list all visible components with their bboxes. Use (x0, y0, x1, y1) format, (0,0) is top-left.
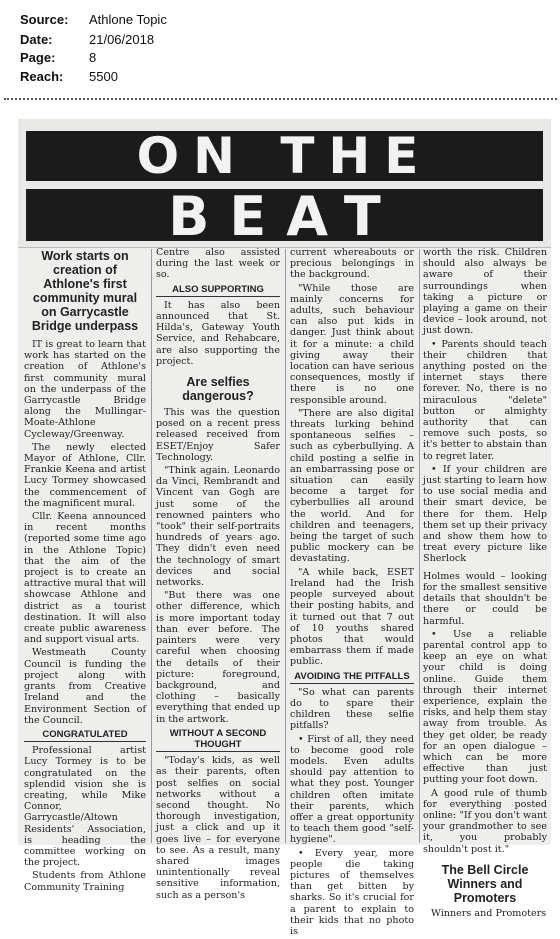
mural-paragraph-1: IT is great to learn that work has started on the creation of Athlone's first community mural on the underpass of the Garrycastle Bridge along the Mullingar-Moate-Athlone Cycleway/Greenway. (24, 339, 146, 440)
mural-paragraph-5: Professional artist Lucy Tormey is to be congratulated on the splendid vision she is creating, while Mike Connor, Garrycastle/Altown Residents' Association, is heading the committee working on the project. (24, 745, 146, 869)
column-rule-2 (285, 249, 286, 843)
selfies-paragraph-14: • If your children are just starting to learn how to use social media and their smart device, be there for them. Help them set up their privacy and show them how to treat every picture like Sherlock (423, 463, 547, 565)
selfies-paragraph-7: "There are also digital threats lurking behind spontaneous selfies – such as cyberbullying. A child posting a selfie in an embarrassing pose or situation can easily become a target for cyberbullies all around the world. And for children and teenagers, being the target of such public mockery can be devastating. (290, 407, 414, 565)
banner-bottom-bar (26, 185, 543, 248)
reach-label: Reach: (20, 69, 64, 84)
selfies-paragraph-16: • Use a reliable parental control app to keep an eye on what your child is doing online. Guide them through their internet experience, explain the risks, and help them stay away from trouble. As they get older, be ready for an open dialogue – which can be more effective than just putting your foot down. (423, 628, 547, 786)
selfies-paragraph-17: A good rule of thumb for everything posted online: "If you don't want your grandmother to see it, you probably shouldn't post it." (423, 787, 547, 855)
avoiding-pitfalls-subhead: AVOIDING THE PITFALLS (290, 671, 414, 684)
page-label: Page: (20, 50, 56, 65)
bell-circle-headline: The Bell Circle Winners and Promoters (441, 862, 529, 905)
selfies-paragraph-8: "A while back, ESET Ireland had the Irish people surveyed about their posting habits, and it turned out that 7 out of 10 youths shared photos that would embarrass them if made public. (290, 566, 414, 668)
also-supporting-subhead: ALSO SUPPORTING (156, 284, 280, 297)
newspaper-clipping (18, 119, 551, 937)
selfies-paragraph-13: • Parents should teach their children that anything posted on the internet stays there forever. No, there is no miraculous "delete" button or almighty authority that can remove such posts, so it's better to abstain than to regret later. (423, 338, 547, 462)
banner-line-1: ON THE (136, 127, 433, 185)
source-value: Athlone Topic (89, 12, 167, 27)
banner-line-2: BEAT (168, 185, 401, 248)
dotted-divider (4, 98, 557, 100)
page-row (20, 50, 220, 70)
mural-paragraph-4: Westmeath County Council is funding the project along with grants from Creative Ireland and the Environment Section of the Council. (24, 647, 146, 726)
source-row (20, 12, 220, 32)
selfies-paragraph-15: Holmes would – looking for the smallest sensitive details that shouldn't be there or could be harmful. (423, 570, 547, 627)
selfies-paragraph-12: worth the risk. Children should also always be aware of their surroundings when taking a picture or playing a game on their device – look around, not just down. (423, 247, 547, 337)
mural-paragraph-6: Students from Athlone Community Training (24, 870, 146, 893)
selfies-paragraph-2: "Think again. Leonardo da Vinci, Rembrandt and Vincent van Gogh are just some of the renowned painters who "took" their self-portraits hundreds of years ago. They didn't even need the technology of smart devices and social networks. (156, 465, 280, 589)
column-2 (156, 247, 280, 903)
column-3 (290, 247, 414, 939)
selfies-paragraph-5: current whereabouts or precious belongings in the background. (290, 247, 414, 281)
selfies-paragraph-3: "But there was one other difference, which is more important today than ever before. The painters were very careful when choosing the details of their picture: foreground, background, and clothing – basically everything that ended up in the artwork. (156, 590, 280, 725)
without-second-thought-subhead: WITHOUT A SECOND THOUGHT (156, 728, 280, 752)
column-1 (24, 249, 146, 895)
mural-paragraph-3: Cllr. Keena announced in recent months (reported some time ago in the Athlone Topic) that the aim of the project is to create an attractive mural that will showcase Athlone and district as a tourist destination. It will also create public awareness and support visual arts. (24, 511, 146, 646)
congratulated-subhead: CONGRATULATED (24, 729, 146, 742)
date-value: 21/06/2018 (89, 32, 155, 47)
source-label: Source: (20, 12, 69, 27)
column-banner (18, 119, 551, 248)
selfies-paragraph-9: "So what can parents do to spare their children these selfie pitfalls? (290, 686, 414, 732)
reach-row (20, 69, 220, 89)
mural-paragraph-2: The newly elected Mayor of Athlone, Cllr. Frankie Keena and artist Lucy Tormey showcased the commencement of the magnificent mural. (24, 441, 146, 509)
reach-value: 5500 (89, 69, 118, 84)
supporting-paragraph-2: It has also been announced that St. Hilda's, Gateway Youth Service, and Rehabcare, are also supporting the project. (156, 299, 280, 367)
bell-circle-paragraph-1: Winners and Promoters (431, 907, 547, 919)
selfies-paragraph-1: This was the question posed on a recent press released received from ESET/Enjoy Safer Technology. (156, 407, 280, 463)
page-value: 8 (89, 50, 97, 65)
selfies-headline: Are selfies dangerous? (182, 375, 254, 404)
selfies-paragraph-10: • First of all, they need to become good role models. Even adults should pay attention to what they post. Younger children often imitate their parents, which offer a great opportunity to teach them good "self-hygiene". (290, 733, 414, 846)
column-rule-1 (151, 249, 152, 843)
selfies-paragraph-6: "While those are mainly concerns for adults, such behaviour can also put kids in danger. Just think about it for a minute: a child giving away their location can have serious consequences, mostly if there is no one responsible around. (290, 282, 414, 406)
banner-top-bar (26, 127, 543, 185)
column-rule-3 (419, 249, 420, 843)
mural-headline: Work starts on creation of Athlone's first community mural on Garrycastle Bridge underpass (31, 249, 139, 333)
date-label: Date: (20, 32, 53, 47)
selfies-paragraph-11: • Every year, more people die taking pictures of themselves than get bitten by sharks. So it's crucial for a parent to explain to their kids that no photo is (290, 847, 414, 937)
column-4 (423, 247, 547, 921)
supporting-paragraph-1: Centre also assisted during the last week or so. (156, 247, 280, 281)
selfies-paragraph-4: "Today's kids, as well as their parents, often post selfies on social networks without a second thought. No thorough investigation, just a click and up it goes live – for everyone to see. As a result, many shared images unintentionally reveal sensitive information, such as a person's (156, 755, 280, 901)
date-row (20, 32, 220, 52)
